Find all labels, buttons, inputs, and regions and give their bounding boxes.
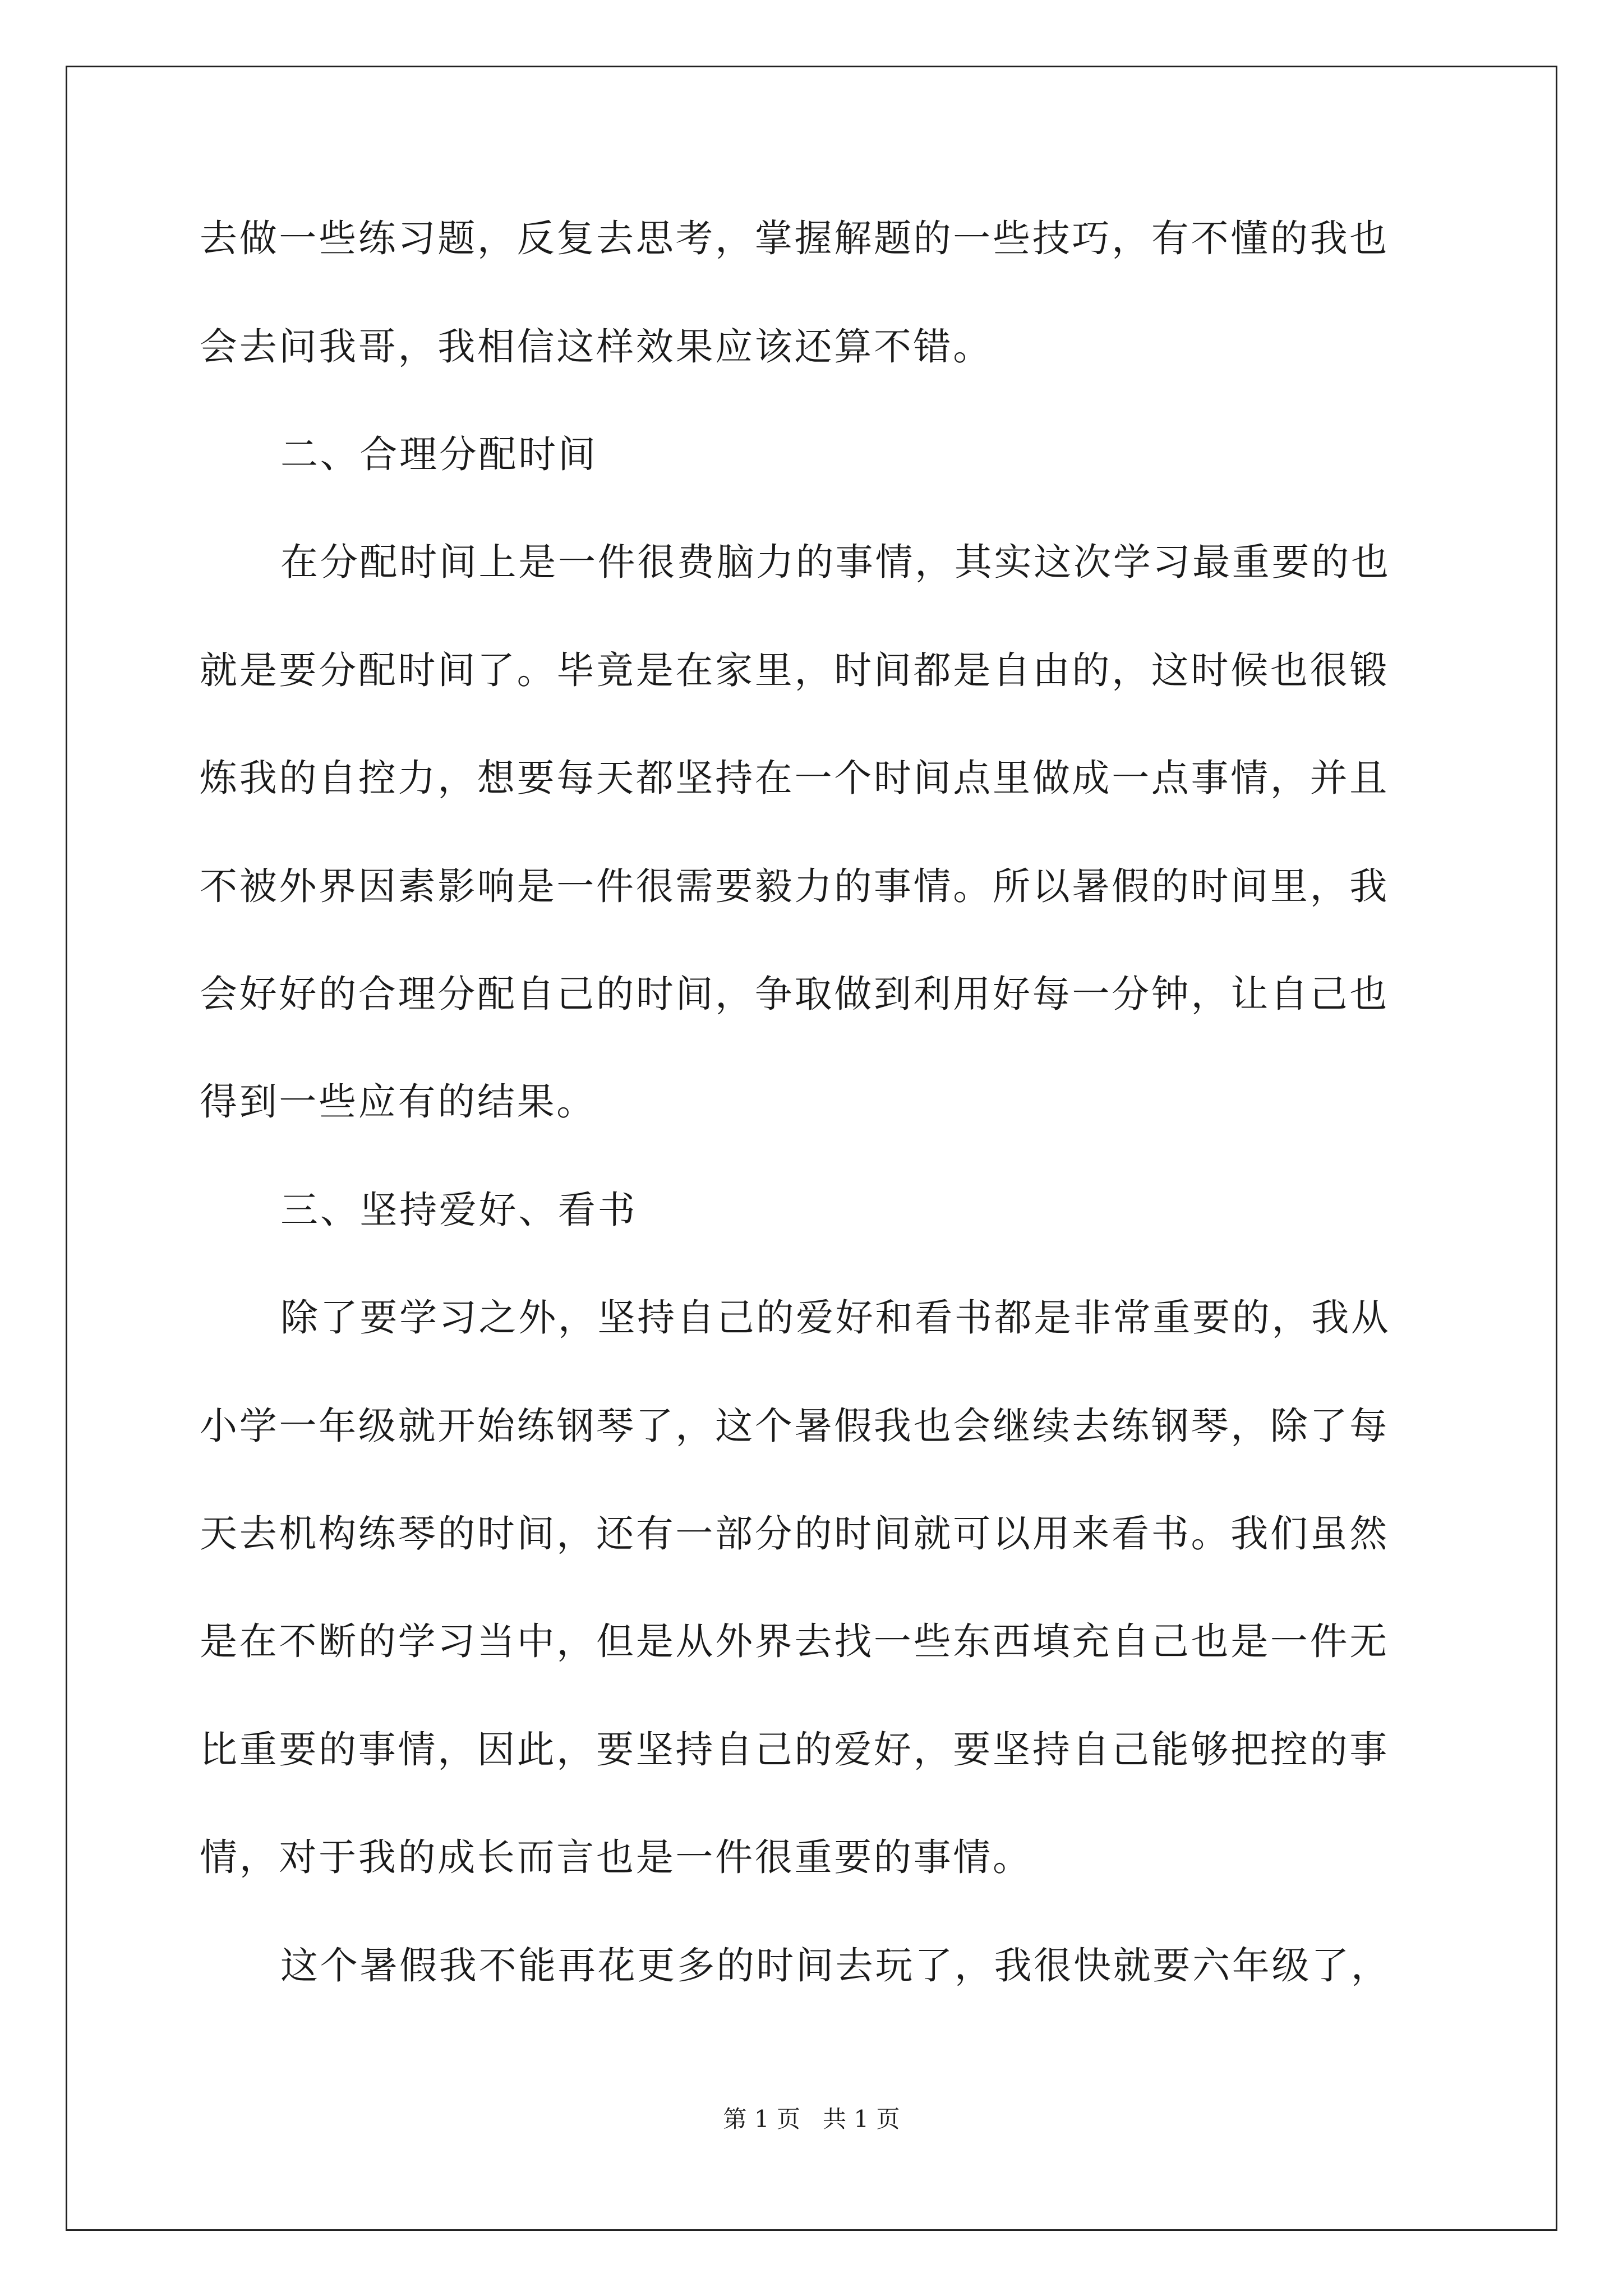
- text-line: 是在不断的学习当中，但是从外界去找一些东西填充自己也是一件无: [200, 1619, 1389, 1663]
- page-border: [66, 66, 1557, 2231]
- text-line: 小学一年级就开始练钢琴了，这个暑假我也会继续去练钢琴，除了每: [200, 1404, 1389, 1448]
- text-line: 会好好的合理分配自己的时间，争取做到利用好每一分钟，让自己也: [200, 972, 1389, 1016]
- text-line: 就是要分配时间了。毕竟是在家里，时间都是自由的，这时候也很锻: [200, 648, 1389, 692]
- text-line: 去做一些练习题，反复去思考，掌握解题的一些技巧，有不懂的我也: [200, 217, 1389, 260]
- text-line: 这个暑假我不能再花更多的时间去玩了，我很快就要六年级了，: [280, 1944, 1391, 1987]
- page-number-footer: 第 1 页 共 1 页: [723, 2105, 900, 2133]
- section-heading: 二、合理分配时间: [280, 432, 598, 476]
- text-line: 除了要学习之外，坚持自己的爱好和看书都是非常重要的，我从: [280, 1296, 1391, 1340]
- text-line: 天去机构练琴的时间，还有一部分的时间就可以用来看书。我们虽然: [200, 1512, 1389, 1556]
- text-line: 炼我的自控力，想要每天都坚持在一个时间点里做成一点事情，并且: [200, 756, 1389, 800]
- text-line: 情，对于我的成长而言也是一件很重要的事情。: [200, 1835, 1032, 1879]
- text-line: 不被外界因素影响是一件很需要毅力的事情。所以暑假的时间里，我: [200, 864, 1389, 908]
- text-line: 会去问我哥，我相信这样效果应该还算不错。: [200, 325, 993, 369]
- text-line: 在分配时间上是一件很费脑力的事情，其实这次学习最重要的也: [280, 540, 1391, 584]
- section-heading: 三、坚持爱好、看书: [280, 1188, 638, 1232]
- text-line: 得到一些应有的结果。: [200, 1080, 596, 1124]
- text-line: 比重要的事情，因此，要坚持自己的爱好，要坚持自己能够把控的事: [200, 1728, 1389, 1772]
